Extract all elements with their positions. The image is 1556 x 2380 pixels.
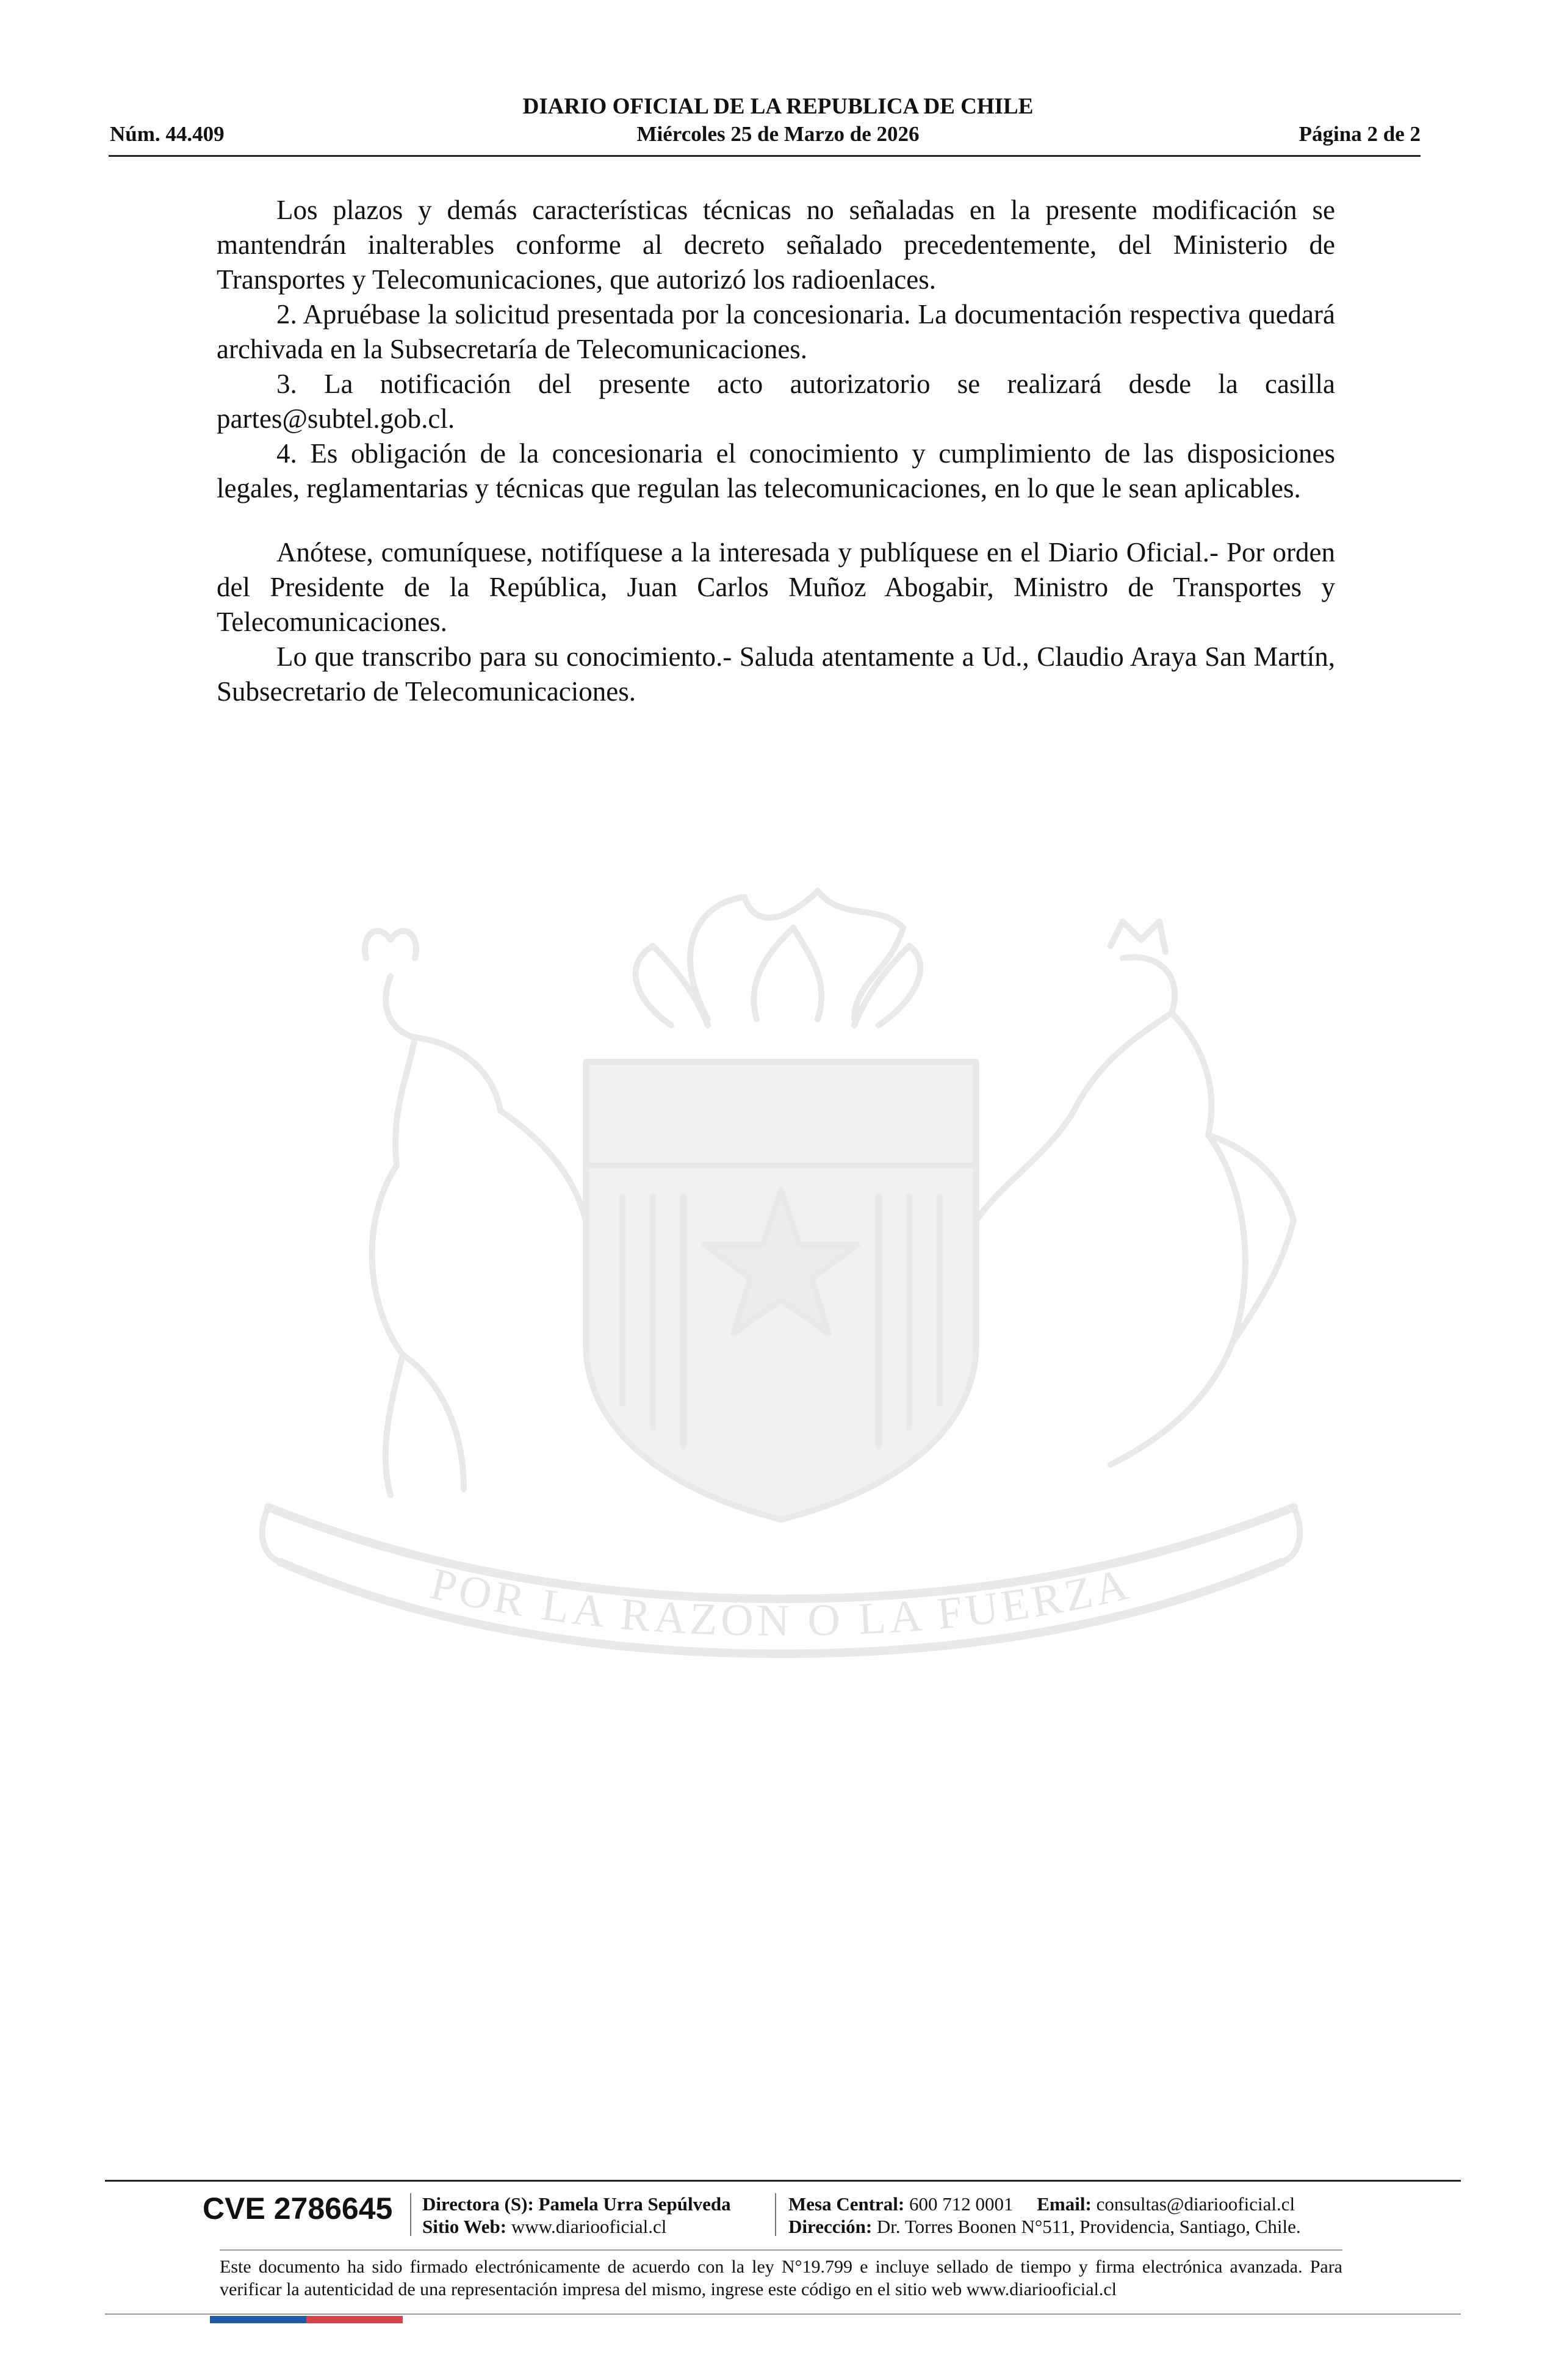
footer-divider-top [105,2180,1461,2182]
footer-director-block [422,2193,731,2238]
footer-divider-bottom [105,2313,1461,2315]
email-link[interactable]: consultas@diariooficial.cl [1096,2193,1295,2215]
paragraph-terms: Los plazos y demás características técnicas no señaladas en la presente modificación se mantendrán inalterables conforme al decreto señalado precedentemente, del Ministerio de Transportes y Telecomunicaciones, que autorizó los radioenlaces. [217,195,1335,295]
footer-divider-mid [220,2249,1342,2251]
document-body [217,193,1335,709]
paragraph-closing: Anótese, comuníquese, notifíquese a la interesada y publíquese en el Diario Oficial.- Por orden del Presidente de la República, Juan Carlos Muñoz Abogabir, Ministro de Transportes y Telecomunicaciones. [217,537,1335,637]
paragraph-4-obligation: 4. Es obligación de la concesionaria el conocimiento y cumplimiento de las disposiciones legales, reglamentarias y técnicas que regulan las telecomunicaciones, en lo que le sean aplicables. [217,438,1335,503]
site-label: Sitio Web: [422,2216,507,2237]
paragraph-signature: Lo que transcribo para su conocimiento.- Saluda atentamente a Ud., Claudio Araya San Martín, Subsecretario de Telecomunicaciones. [217,641,1335,707]
issue-date: Miércoles 25 de Marzo de 2026 [636,122,920,146]
paragraph-2-approval: 2. Apruébase la solicitud presentada por la concesionaria. La documentación respectiva quedará archivada en la Subsecretaría de Telecomunicaciones. [217,299,1335,364]
gazette-title: DIARIO OFICIAL DE LA REPUBLICA DE CHILE [522,94,1034,119]
cve-code: CVE 2786645 [203,2191,393,2226]
header-divider [109,155,1421,157]
footer-separator [410,2193,411,2236]
paragraph-3-notification: 3. La notificación del presente acto autorizatorio se realizará desde la casilla partes@subtel.gob.cl. [217,369,1335,434]
director-label: Directora (S): Pamela Urra Sepúlveda [422,2193,731,2215]
site-link[interactable]: www.diariooficial.cl [511,2216,667,2237]
issue-number: Núm. 44.409 [110,122,225,146]
footer-contact-block [788,2193,1301,2238]
footer-separator [775,2193,776,2236]
flag-stripe-blue [210,2316,306,2323]
motto-text: POR LA RAZÓN O LA FUERZA [426,1559,1136,1646]
phone-label: Mesa Central: [788,2193,905,2215]
phone-value: 600 712 0001 [909,2193,1014,2215]
page-indicator: Página 2 de 2 [1298,122,1421,146]
signature-notice: Este documento ha sido firmado electrónicamente de acuerdo con la ley N°19.799 e incluye sellado de tiempo y firma electrónica avanzada. Para verificar la autenticidad de una representación impresa del mismo, ingrese este código en el sitio web www.diariooficial.cl [220,2257,1342,2299]
chile-coat-of-arms-icon [207,879,1355,1672]
address-label: Dirección: [788,2216,873,2237]
address-value: Dr. Torres Boonen N°511, Providencia, Santiago, Chile. [876,2216,1301,2237]
flag-stripe-red [306,2316,403,2323]
email-label: Email: [1037,2193,1092,2215]
